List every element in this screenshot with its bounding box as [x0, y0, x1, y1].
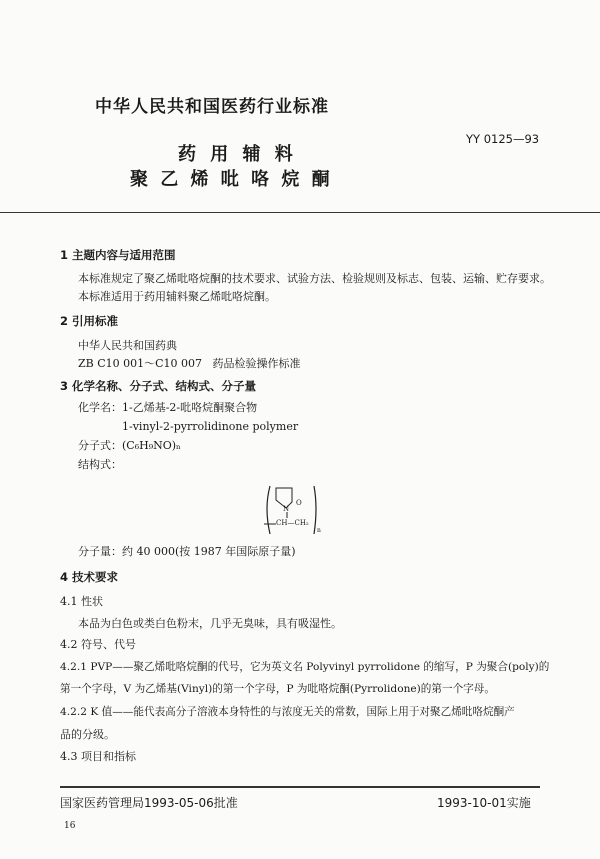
section-4-2-1-text: 4.2.1 PVP——聚乙烯吡咯烷酮的代号，它为英文名 Polyvinyl pyrrolidone 的缩写，P 为聚合(poly)的 — [60, 661, 550, 673]
section-4-2-1-text: 第一个字母，V 为乙烯基(Vinyl)的第一个字母，P 为吡咯烷酮(Pyrrolidone)的第一个字母。 — [60, 683, 495, 695]
section-4-2-2-text: 4.2.2 K 值——能代表高分子溶液本身特性的与浓度无关的常数，国际上用于对聚乙烯吡咯烷酮产 — [60, 706, 515, 718]
structure-drawing — [262, 482, 322, 538]
oxygen-atom: O — [296, 499, 302, 507]
header-divider — [0, 212, 600, 213]
section-4-3-heading: 4.3 项目和指标 — [60, 750, 136, 763]
section-1-heading: 1 主题内容与适用范围 — [60, 248, 176, 262]
section-4-2-2-text: 品的分级。 — [60, 728, 115, 741]
section-1-paragraph: 本标准规定了聚乙烯吡咯烷酮的技术要求、试验方法、检验规则及标志、包装、运输、贮存要求。 — [78, 272, 551, 285]
reference-item: 中华人民共和国药典 — [78, 339, 177, 352]
section-1-paragraph: 本标准适用于药用辅料聚乙烯吡咯烷酮。 — [78, 290, 276, 303]
chemical-name: 化学名：1-乙烯基-2-吡咯烷酮聚合物 — [78, 401, 258, 414]
reference-item: ZB C10 001～C10 007 药品检验操作标准 — [78, 357, 301, 370]
repeat-subscript: n — [317, 527, 321, 534]
section-4-heading: 4 技术要求 — [60, 570, 119, 584]
molecular-weight: 分子量：约 40 000(按 1987 年国际原子量) — [78, 545, 296, 558]
structure-label: 结构式： — [78, 458, 122, 471]
standard-number: YY 0125—93 — [466, 132, 540, 146]
title-line-2: 聚 乙 烯 吡 咯 烷 酮 — [130, 169, 333, 190]
nitrogen-atom: N — [283, 505, 290, 513]
section-2-heading: 2 引用标准 — [60, 314, 119, 328]
effective-date: 1993-10-01实施 — [437, 796, 531, 810]
molecular-formula: 分子式：(C₆H₉NO)ₙ — [78, 439, 181, 452]
page-number: 16 — [64, 821, 76, 831]
section-4-1-heading: 4.1 性状 — [60, 595, 103, 608]
section-3-heading: 3 化学名称、分子式、结构式、分子量 — [60, 379, 257, 393]
structural-formula — [262, 482, 322, 538]
issuing-authority: 中华人民共和国医药行业标准 — [95, 97, 329, 117]
footer-divider — [60, 786, 540, 788]
section-4-2-heading: 4.2 符号、代号 — [60, 638, 136, 651]
approval-date: 国家医药管理局1993-05-06批准 — [60, 796, 238, 810]
section-4-1-text: 本品为白色或类白色粉末，几乎无臭味，具有吸湿性。 — [78, 617, 342, 630]
chemical-name-english: 1-vinyl-2-pyrrolidinone polymer — [122, 420, 299, 433]
title-line-1: 药 用 辅 料 — [178, 144, 297, 165]
polymer-chain: CH—CH₂ — [276, 519, 309, 527]
